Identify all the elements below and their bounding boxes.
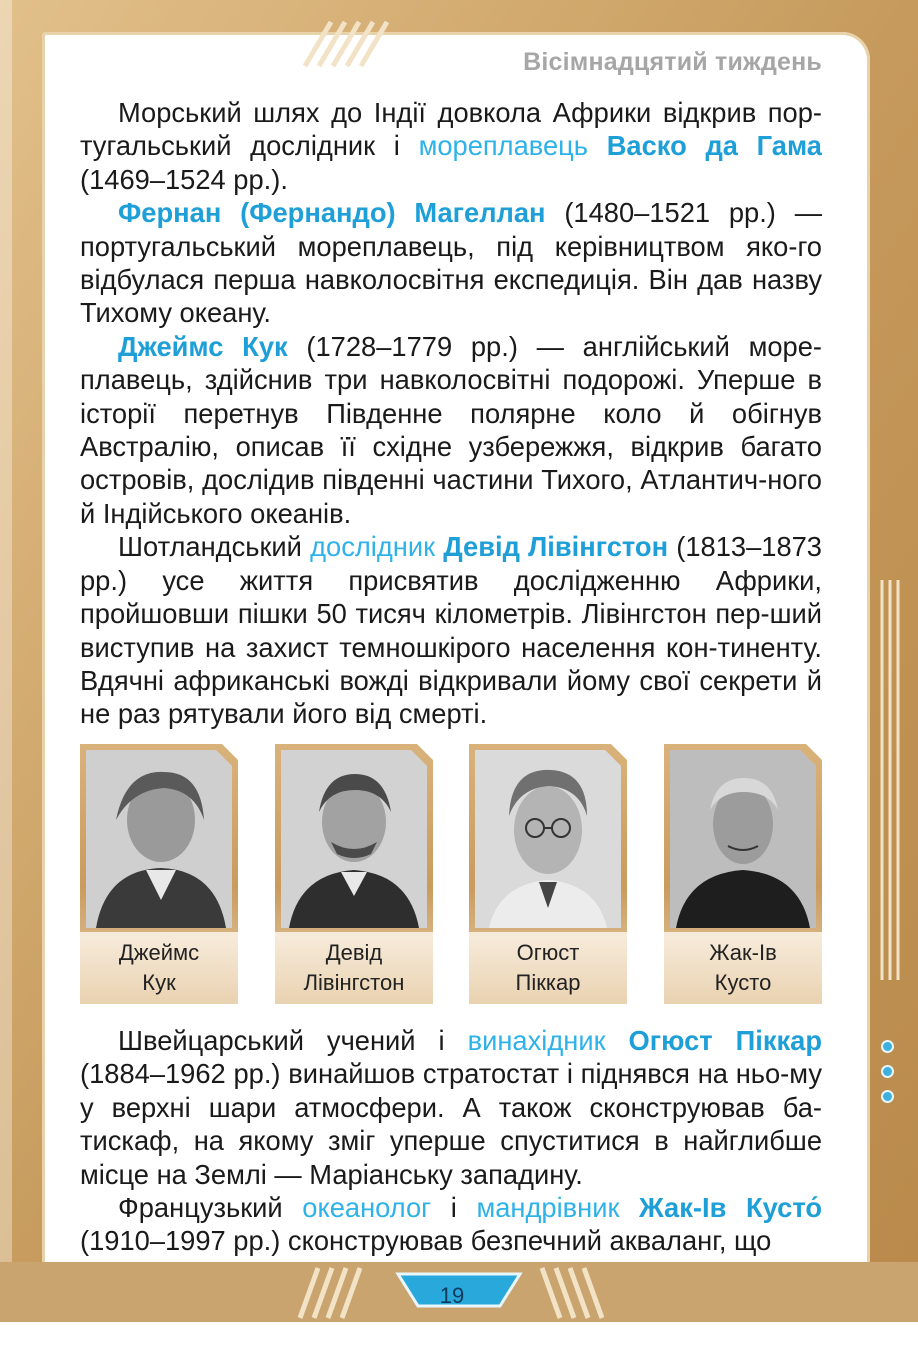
- portrait-card-livingstone: [275, 744, 433, 1004]
- portrait-card-cousteau: [664, 744, 822, 1004]
- paragraph-piccard: Швейцарський учений і винахідник Огюст Піккар (1884–1962 рр.) винайшов стратостат і піднявся на ньо-му у верхні шари атмосфери. А також сконструював ба-тискаф, на якому зміг уперше спуститися в найглибше місце на Землі — Маріанську западину.: [80, 1025, 823, 1190]
- portrait-card-cook: [80, 744, 238, 1004]
- paragraph-cousteau: Французький океанолог і мандрівник Жак-Ів Кусто́ (1910–1997 рр.) сконструював безпечний акваланг, що: [80, 1192, 823, 1257]
- decorative-stripes-side: [878, 580, 906, 980]
- text-upper: [80, 96, 822, 731]
- portrait-photo: [281, 750, 427, 928]
- portrait-caption: Джеймс Кук: [118, 940, 200, 995]
- portrait-gallery: [80, 744, 822, 1006]
- portrait-photo: [475, 750, 621, 928]
- name-cousteau: Жак-Ів Кусто́: [639, 1192, 823, 1224]
- portrait-photo: [86, 750, 232, 928]
- portrait-card-piccard: [469, 744, 627, 1004]
- name-livingstone: Девід Лівінгстон: [443, 531, 669, 563]
- decorative-dots: [881, 1040, 894, 1115]
- portrait-caption: Огюст Піккар: [515, 940, 581, 995]
- portrait-caption: Девід Лівінгстон: [303, 940, 405, 995]
- portrait-caption: Жак-Ів Кусто: [709, 940, 777, 995]
- decorative-stripes-top: [285, 18, 405, 68]
- week-header: Вісімнадцятий тиждень: [523, 48, 822, 76]
- page-number: 19: [439, 1283, 465, 1308]
- paragraph-magellan: Фернан (Фернандо) Магеллан (1480–1521 рр.) — португальський мореплавець, під керівництвом яко-го відбулася перша навколосвітня експедиція. Він дав назву Тихому океану.: [80, 197, 822, 329]
- name-cook: Джеймс Кук: [118, 330, 288, 362]
- text-lower: [80, 1024, 822, 1258]
- name-vasco-da-gama: Васко да Гама: [606, 130, 822, 162]
- paragraph-livingstone: Шотландський дослідник Девід Лівінгстон (1813–1873 рр.) усе життя присвятив дослідженню Африки, пройшовши пішки 50 тисяч кілометрів. Лівінгстон пер-ший виступив на захист темношкірого населення кон-тиненту. Вдячні африканські вожді відкривали йому свої секрети й не раз рятували його від смерті.: [80, 531, 822, 730]
- paragraph-vasco-da-gama: Морський шлях до Індії довкола Африки відкрив пор-тугальський дослідник і мореплавець Васко да Гама (1469–1524 рр.).: [80, 97, 822, 195]
- name-magellan: Фернан (Фернандо) Магеллан: [118, 197, 546, 229]
- paragraph-cook: Джеймс Кук (1728–1779 рр.) — англійський море-плавець, здійснив три навколосвітні подорожі. Уперше в історії перетнув Південне полярне коло й обігнув Австралію, описав її східне узбережжя, відкрив багато островів, дослідив південні частини Тихого, Атлантич-ного й Індійського океанів.: [80, 330, 822, 529]
- name-piccard: Огюст Піккар: [628, 1025, 823, 1056]
- portrait-photo: [670, 750, 816, 928]
